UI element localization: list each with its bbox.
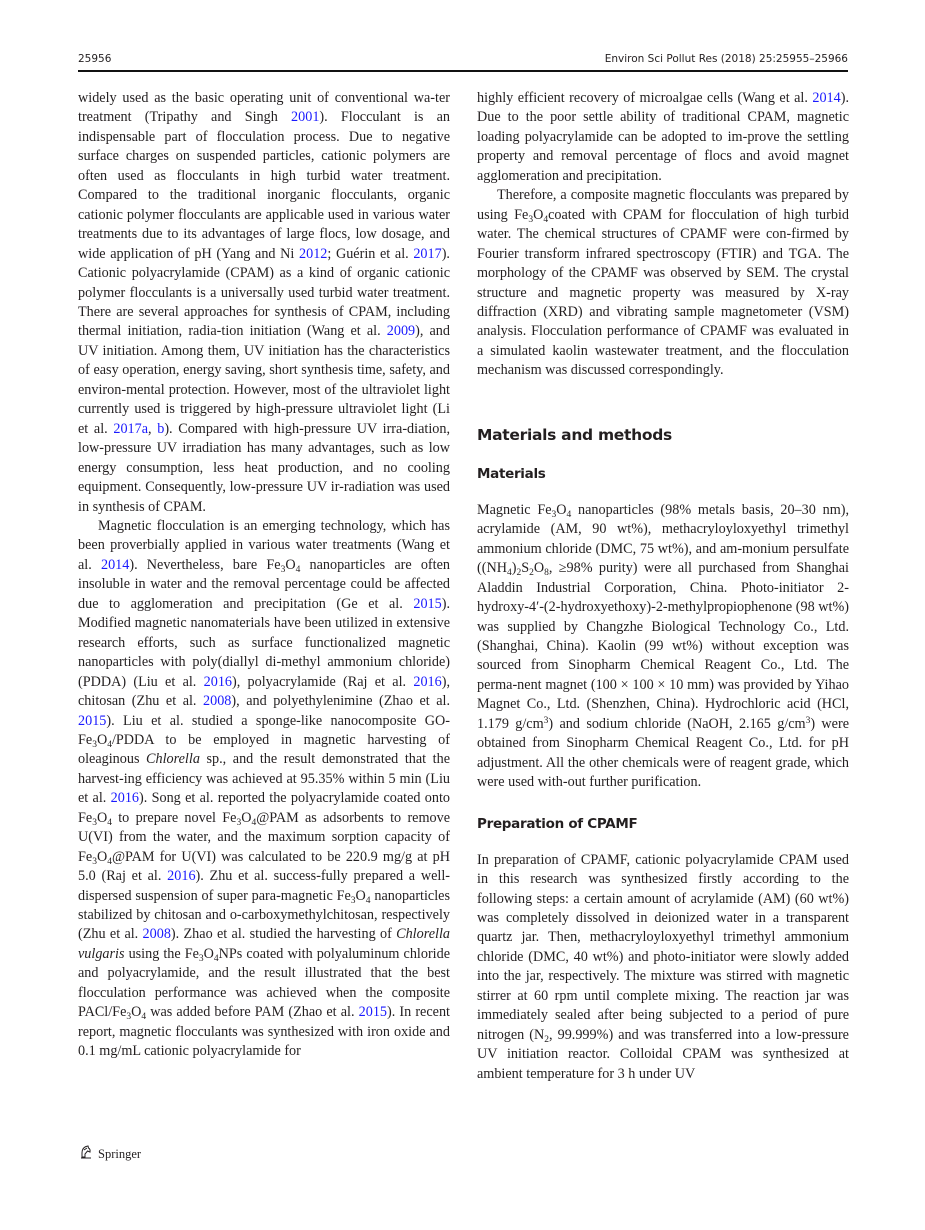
- citation-link[interactable]: 2012: [299, 245, 328, 262]
- springer-horse-icon: [78, 1144, 94, 1164]
- citation-link[interactable]: 2017a: [113, 420, 149, 437]
- publisher-name: Springer: [98, 1146, 142, 1161]
- citation-link[interactable]: 2017: [413, 245, 442, 262]
- page-number: 25956: [78, 53, 112, 65]
- paragraph-materials: Magnetic $Fe_3O_4$ nanoparticles (98% metals basis, 20–30 nm), acrylamide (AM, 90 wt%), methacryloyloxyethyl trimethyl ammonium chloride (DMC, 75 wt%), and am-monium persulfate ($(NH_4)_2S_2O_8$, ≥98% purity) were all purchased from Shanghai Aladdin Industrial Corporation, China. Photo-initiator 2-hydroxy-4′-(2-hydroxyethoxy)-2-methylpropiophenone (98 wt%) was supplied by Changzhe Biological Technology Co., Ltd. (Shanghai, China). Kaolin (99 wt%) without exception was sourced from Sinopharm Chemical Reagent Co., Ltd. The perma-nent magnet (100 × 100 × 10 mm) was provided by Yihao Magnet Co., Ltd. (Shenzhen, China). Hydrochloric acid (HCl, 1.179 $g/cm^3$) and sodium chloride (NaOH, 2.165 $g/cm^3$) were obtained from Sinopharm Chemical Reagent Co., Ltd. for pH adjustment. All the other chemicals were of reagent grade, which were used with-out further purification.: [477, 501, 850, 791]
- citation-link[interactable]: 2009: [386, 323, 416, 340]
- paragraph-preparation: In preparation of CPAMF, cationic polyacrylamide CPAM used in this research was synthesized firstly according to the following steps: a certain amount of acrylamide (AM) (60 wt%) was completely dissolved in deionized water in a transparent quartz jar. Then, methacryloyloxyethyl trimethyl ammonium chloride (DMC, 40 wt%) and photo-initiator were slowly added into the jar, respectively. The mixture was stirred with magnetic stirrer at 60 rpm until complete mixing. The reaction jar was immediately sealed after being subjected to a period of pure nitrogen ($N_2$, 99.999%) and was transferred into a low-pressure UV initiation reactor. Colloidal CPAM was synthesized at ambient temperature for 3 h under UV: [477, 851, 849, 1082]
- citation-link[interactable]: 2014: [812, 90, 841, 106]
- left-column: [78, 89, 450, 1062]
- citation-link[interactable]: 2008: [203, 693, 232, 710]
- paragraph-intro-continued: widely used as the basic operating unit of conventional wa-ter treatment (Tripathy and Singh 2001). Flocculant is an indispensable part of flocculation process. Due to negative surface charges on suspended particles, cationic polymers are often used as flocculants in high turbid water treatment. Compared to the traditional inorganic flocculants, organic cationic polymer flocculants are applicable used in various water treatments due to its advantages of large flocs, low dosage, and wide application of pH (Yang and Ni 2012; Guérin et al. 2017). Cationic polyacrylamide (CPAM) as a kind of organic cationic polymer flocculants is a universally used turbid water treatment. There are several approaches for synthesis of CPAM, including thermal initiation, radia-tion initiation (Wang et al. 2009), and UV initiation. Among them, UV initiation has the characteristics of easy operation, energy saving, short synthesis time, safety, and environ-mental protection. However, most of the ultraviolet light currently used is triggered by high-pressure ultraviolet light (Li et al. 2017a, b). Compared with high-pressure UV irra-diation, low-pressure UV irradiation has many advantages, such as low energy consumption, less heat production, and no cooling equipment. Consequently, low-pressure UV ir-radiation was used in synthesis of CPAM.: [78, 90, 451, 515]
- citation-link[interactable]: 2015: [78, 712, 107, 729]
- citation-link[interactable]: 2016: [203, 673, 232, 690]
- subsection-heading-preparation: Preparation of CPAMF: [477, 815, 638, 832]
- running-head: [78, 50, 848, 72]
- citation-link[interactable]: b: [157, 420, 165, 437]
- citation-link[interactable]: 2016: [167, 868, 196, 885]
- paragraph-magnetic-flocculation: Magnetic flocculation is an emerging technology, which has been proverbially applied in various water treatments (Wang et al. 2014). Nevertheless, bare $Fe_3O_4$ nanoparticles are often insoluble in water and the removal percentage could be affected due to agglomeration and precipitation (Ge et al. 2015). Modified magnetic nanomaterials have been utilized in extensive research efforts, such as surface functionalized magnetic nanoparticles with poly(diallyl di-methyl ammonium chloride) (PDDA) (Liu et al. 2016), polyacrylamide (Raj et al. 2016), chitosan (Zhu et al. 2008), and polyethylenimine (Zhao et al. 2015). Liu et al. studied a sponge-like nanocomposite $GO-Fe_3O_4$/PDDA to be employed in magnetic harvesting of oleaginous Chlorella sp., and the result demonstrated that the harvest-ing efficiency was achieved at 95.35% within 5 min (Liu et al. 2016). Song et al. reported the polyacrylamide coated onto $Fe_3O_4$ to prepare novel $Fe_3O_4@PAM$ as adsorbents to remove U(VI) from the water, and the maximum sorption capacity of $Fe_3O_4@PAM$ for U(VI) was calculated to be 220.9 mg/g at pH 5.0 (Raj et al. 2016). Zhu et al. success-fully prepared a well-dispersed suspension of super para-magnetic $Fe_3O_4$ nanoparticles stabilized by chitosan and o-carboxymethylchitosan, respectively (Zhu et al. 2008). Zhao et al. studied the harvesting of Chlorella vulgaris using the $Fe_3O_4NPs$ coated with polyaluminum chloride and polyacrylamide, and the result illustrated that the best flocculation performance was achieved when the composite PACl/$Fe_3O_4$ was added before PAM (Zhao et al. 2015). In recent report, magnetic flocculants was synthesized with iron oxide and 0.1 mg/mL cationic polyacrylamide for: [78, 517, 450, 1060]
- journal-citation: Environ Sci Pollut Res (2018) 25:25955–25966: [604, 53, 848, 65]
- citation-link[interactable]: 2016: [413, 673, 442, 690]
- citation-link[interactable]: 2015: [358, 1004, 387, 1021]
- citation-link[interactable]: 2014: [100, 556, 130, 573]
- paragraph-intro-end: highly efficient recovery of microalgae cells (Wang et al. 2014). Due to the poor settle ability of traditional CPAM, magnetic loading polyacrylamide can be adopted to im-prove the settling property and removal percentage of flocs and avoid magnet agglomeration and precipitation.: [477, 90, 849, 184]
- section-heading-materials-methods: Materials and methods: [477, 425, 672, 444]
- citation-link[interactable]: 2016: [110, 790, 140, 807]
- citation-link[interactable]: 2015: [413, 595, 442, 612]
- right-column: [477, 89, 849, 1084]
- publisher-footer: [78, 1145, 141, 1163]
- subsection-heading-materials: Materials: [477, 465, 546, 482]
- citation-link[interactable]: 2001: [291, 109, 320, 126]
- citation-link[interactable]: 2008: [142, 926, 171, 943]
- paragraph-study-aim: Therefore, a composite magnetic flocculants was prepared by using $Fe_3O_4coated$ with CPAM for flocculation of high turbid water. The chemical structures of CPAMF were con-firmed by Fourier transform infrared spectroscopy (FTIR) and TGA. The morphology of the CPAMF was observed by SEM. The crystal structure and magnetic property was measured by X-ray diffraction (XRD) and vibrating sample magnetometer (VSM) analysis. Flocculation performance of CPAMF was evaluated in a simulated kaolin wastewater treatment, and the flocculation mechanism was discussed correspondingly.: [477, 187, 850, 379]
